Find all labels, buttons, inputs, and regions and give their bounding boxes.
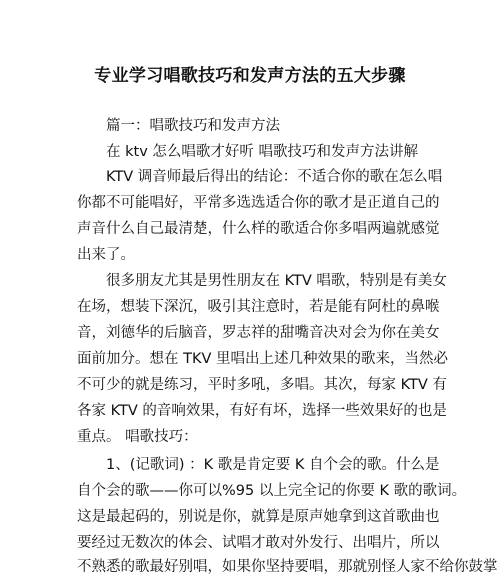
- paragraph-line: 很多朋友尤其是男性朋友在 KTV 唱歌，特别是有美女: [106, 273, 447, 289]
- document-title: 专业学习唱歌技巧和发声方法的五大步骤: [94, 66, 406, 86]
- paragraph-line: 你都不可能唱好，平常多选选适合你的歌才是正道自己的: [77, 195, 440, 211]
- paragraph-line: 不可少的就是练习，平时多吼，多唱。其次，每家 KTV 有: [77, 377, 447, 393]
- paragraph-line: 声音什么自己最清楚，什么样的歌适合你多唱两遍就感觉: [77, 221, 440, 237]
- paragraph-line: 自个会的歌——你可以%95 以上完全记的你要 K 歌的歌词。: [77, 483, 467, 499]
- paragraph-line: 面前加分。想在 TKV 里唱出上述几种效果的歌来，当然必: [77, 351, 449, 367]
- paragraph-line-cut: 不熟悉的歌最好别唱，如果你坚持要唱，那就别怪人家不给你鼓掌: [77, 559, 498, 575]
- paragraph-line: 要经过无数次的体会、试唱才敢对外发行、出唱片，所以: [77, 535, 440, 551]
- paragraph-line: 音，刘德华的后脑音，罗志祥的甜嘴音决对会为你在美女: [77, 325, 440, 341]
- paragraph-line: 重点。 唱歌技巧：: [77, 429, 198, 445]
- paragraph-line: KTV 调音师最后得出的结论：不适合你的歌在怎么唱: [106, 169, 443, 185]
- section-heading: 篇一：唱歌技巧和发声方法: [106, 118, 280, 134]
- paragraph-line: 1、(记歌词) ：K 歌是肯定要 K 自个会的歌。什么是: [106, 457, 440, 473]
- paragraph-line: 各家 KTV 的音响效果，有好有坏，选择一些效果好的也是: [77, 403, 447, 419]
- paragraph-line: 在场，想装下深沉，吸引其注意时，若是能有阿杜的鼻喉: [77, 299, 440, 315]
- paragraph-line: 这是最起码的，别说是你，就算是原声她拿到这首歌曲也: [77, 509, 440, 525]
- paragraph-line: 在 ktv 怎么唱歌才好听 唱歌技巧和发声方法讲解: [106, 144, 418, 160]
- paragraph-line: 出来了。: [77, 247, 135, 263]
